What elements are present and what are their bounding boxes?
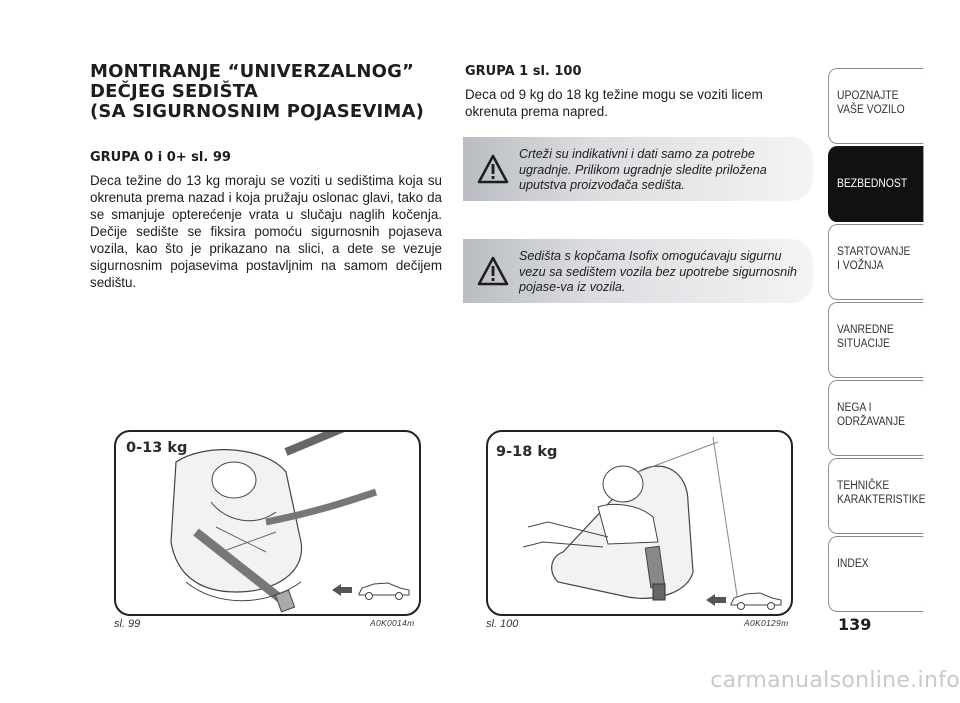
warning-triangle-icon — [477, 154, 509, 184]
tab-bezbednost[interactable]: BEZBEDNOST — [828, 146, 923, 222]
warning-box-2 — [463, 239, 813, 303]
tab-nega-i-odrzavanje[interactable]: NEGA I ODRŽAVANJE — [828, 380, 923, 456]
forward-facing-seat-illustration — [488, 432, 791, 614]
figure-100-code: A0K0129m — [744, 618, 789, 628]
warning-text-1: Crteži su indikativni i dati samo za potrebe ugradnje. Prilikom ugradnje sledite priložena uputstva proizvođača sedišta. — [519, 147, 767, 192]
figure-99-caption: sl. 99 — [114, 618, 141, 630]
figure-99 — [114, 430, 421, 616]
figure-100 — [486, 430, 793, 616]
figure-99-title: 0-13 kg — [126, 440, 188, 456]
warning-box-1 — [463, 137, 813, 201]
figure-100-title: 9-18 kg — [496, 444, 558, 460]
arrow-left-icon — [332, 584, 352, 596]
page-number: 139 — [838, 615, 872, 634]
watermark: carmanualsonline.info — [710, 668, 960, 693]
heading-line-1: MONTIRANJE “UNIVERZALNOG” — [90, 61, 415, 82]
car-side-icon — [356, 578, 412, 602]
warning-triangle-icon — [477, 256, 509, 286]
section-heading — [90, 62, 450, 122]
figure-99-code: A0K0014m — [370, 618, 415, 628]
subheading-group-0: GRUPA 0 i 0+ sl. 99 — [90, 150, 231, 165]
arrow-left-icon — [706, 594, 726, 606]
tab-vanredne-situacije[interactable]: VANREDNE SITUACIJE — [828, 302, 923, 378]
paragraph-group-0: Deca težine do 13 kg moraju se voziti u sedištima koja su okrenuta prema nazad i koja pružaju oslonac glavi, tako da se smanjuje opterećenje vrata u slučaju naglih kočenja. Dečije sedište se fiksira pomoću sigurnosnih pojaseva vozila, kao što je prikazano na slici, a dete se vezuje sigurnosnim pojasevima postavljnim na samom dečijem sedištu. — [90, 173, 442, 290]
tab-startovanje-i-voznja[interactable]: STARTOVANJE I VOŽNJA — [828, 224, 923, 300]
tab-index[interactable]: INDEX — [828, 536, 923, 612]
heading-line-3: (SA SIGURNOSNIM POJASEVIMA) — [90, 101, 425, 122]
figure-100-caption: sl. 100 — [486, 618, 519, 630]
tab-tehnicke-karakteristike[interactable]: TEHNIČKE KARAKTERISTIKE — [828, 458, 923, 534]
paragraph-group-1: Deca od 9 kg do 18 kg težine mogu se voziti licem okrenuta prema napred. — [465, 87, 763, 119]
heading-line-2: DEČJEG SEDIŠTA — [90, 81, 258, 102]
tab-upoznajte-vase-vozilo[interactable]: UPOZNAJTE VAŠE VOZILO — [828, 68, 923, 144]
car-side-icon — [728, 588, 784, 612]
warning-text-2: Sedišta s kopčama Isofix omogućavaju sigurnu vezu sa sedištem vozila bez upotrebe sigurnosnih pojase-va iz vozila. — [519, 249, 797, 294]
subheading-group-1: GRUPA 1 sl. 100 — [465, 64, 582, 79]
